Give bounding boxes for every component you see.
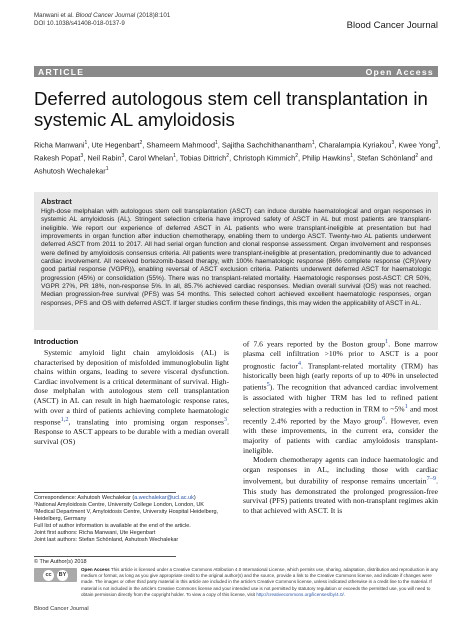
author-separator: ,: [87, 140, 92, 150]
journal-name: Blood Cancer Journal: [346, 20, 438, 31]
author-name: Shameem Mahmood: [146, 140, 215, 150]
affiliation-marker: 3: [435, 140, 439, 146]
article-label: ARTICLE: [38, 66, 85, 77]
citation-ref[interactable]: 5: [266, 381, 270, 389]
affiliation: ²Medical Department V, Amyloidosis Centre, University Hospital Heidelberg, Heidelberg, Germany: [34, 509, 219, 523]
affiliation-marker: 3: [121, 153, 125, 160]
joint-last-note: Joint last authors: Stefan Schönland, Ashutosh Wechalekar: [34, 537, 179, 544]
cc-icon: cc: [43, 570, 54, 581]
abstract-box: [34, 192, 438, 330]
footer-journal-name: Blood Cancer Journal: [34, 606, 89, 612]
author-separator: ,: [394, 140, 399, 150]
article-banner: [34, 66, 438, 77]
article-title: Deferred autologous stem cell transplantation in systemic AL amyloidosis: [34, 88, 428, 130]
author-separator: ,: [352, 153, 358, 163]
affiliation-marker: 1: [84, 140, 88, 146]
intro-heading: Introduction: [34, 337, 79, 346]
affiliation-marker: 2: [415, 153, 419, 160]
affiliation-marker: 3: [391, 140, 395, 146]
author-separator: ,: [314, 140, 319, 150]
author-info-note: Full list of author information is available at the end of the article.: [34, 523, 191, 530]
author-name: Ute Hegenbart: [91, 140, 140, 150]
author-separator: ,: [438, 140, 441, 150]
email-link[interactable]: a.wechalekar@ucl.ac.uk: [134, 495, 194, 501]
by-icon: BY: [57, 570, 68, 581]
citation-ref[interactable]: 3: [223, 416, 228, 424]
affiliation-marker: 2: [139, 140, 143, 146]
author-name: Charalampia Kyriakou: [318, 140, 392, 150]
license-divider: [34, 556, 176, 557]
footnote-divider: [34, 492, 176, 493]
left-column: [34, 337, 229, 446]
author-name: Kwee Yong: [398, 140, 436, 150]
affiliation-marker: 1: [311, 140, 315, 146]
citation-header: [34, 12, 170, 29]
author-separator: ,: [229, 153, 234, 163]
doi[interactable]: DOI 10.1038/s41408-018-0137-9: [34, 20, 125, 28]
author-separator: ,: [217, 140, 222, 150]
author-separator: ,: [142, 140, 147, 150]
intro-paragraph: Systemic amyloid light chain amyloidosis (AL) is characterised by deposition of misfolded immunoglobulin light chains within organs, leading to severe visceral dysfunction. Cardiac involvement is a critical determinant of survival. High-dose melphalan with autologous stem cell transplantation (ASCT) in AL can result in high haematologic response rates, with over a third of patients achieving complete haematologic response$^{1,2}$, translating into promising organ responses$^3$. Response to ASCT appears to be durable with a median overall survival (OS): [34, 348, 229, 446]
citation-ref[interactable]: 1,2: [60, 416, 69, 424]
author-name: Richa Manwani: [34, 140, 85, 150]
author-name: Stefan Schönland: [357, 153, 416, 163]
author-name: Philip Hawkins: [302, 153, 351, 163]
author-name: Sajitha Sachchithanantham: [221, 140, 312, 150]
author-separator: ,: [124, 153, 129, 163]
author-list: [34, 138, 442, 177]
citation-ref[interactable]: 7–9: [426, 475, 437, 483]
right-column: [243, 337, 438, 515]
affiliation: ¹National Amyloidosis Centre, University College London, London, UK: [34, 502, 204, 509]
copyright-line: © The Author(s) 2018: [34, 559, 87, 565]
citation-ref[interactable]: 1: [385, 338, 389, 345]
open-access-label: Open Access: [365, 66, 434, 77]
citation-line: Manwani et al. Blood Cancer Journal (2018)8:101: [34, 12, 171, 19]
body-paragraph: Modern chemotherapy agents can induce haematologic and organ responses in AL, including those with cardiac involvement, but durability of response remains uncertain$^{7-9}$. This study has demonstrated the prolonged progression-free survival (PFS) patients treated with non-transplant regimes akin to that achieved with ASCT. It is: [243, 455, 438, 515]
author-separator: ,: [83, 153, 88, 163]
cc-by-badge[interactable]: [34, 568, 77, 582]
abstract-text: High-dose melphalan with autologous stem cell transplantation (ASCT) can induce durable haematological and organ responses in systemic AL amyloidosis (AL). Stringent selection criteria have improved safety of ASCT in AL but most patients are transplant-ineligible. We report our experience of deferred ASCT in AL patients who were transplant-ineligible at presentation but had improvements in organ function after induction chemotherapy, enabling them to undergo ASCT. Twenty-two AL patients underwent deferred ASCT from 2011 to 2017. All had serial organ function and clonal response assessment. Organ involvement and responses were defined by amyloidosis consensus criteria. All patients were transplant-ineligible at presentation, predominantly due to advanced cardiac involvement. All received bortezomib-based therapy, with 100% haematologic response (86% complete response (CR)/very good partial response (VGPR)), enabling reversal of ASCT exclusion criteria. Patients underwent deferred ASCT for haematologic progression (45%) or consolidation (55%). There was no transplant-related mortality. Haematologic responses post-ASCT: CR 50%, VGPR 27%, PR 18%, non-response 5%. In all, 85.7% achieved cardiac responses. Median overall survival (OS) was not reached. Median progression-free survival (PFS) was 54 months. This selected cohort achieved excellent haematologic responses, organ responses, PFS and OS with deferred ASCT. If larger studies confirm these findings, this may widen the applicability of ASCT in AL.: [41, 208, 431, 307]
author-name: Carol Whelan: [128, 153, 174, 163]
author-name: Christoph Kimmich: [233, 153, 296, 163]
citation-ref[interactable]: 1: [404, 403, 408, 411]
affiliation-marker: 1: [173, 153, 176, 160]
citation-journal: Blood Cancer Journal: [75, 12, 136, 19]
joint-first-note: Joint first authors: Richa Manwani, Ute Hegenbart: [34, 530, 156, 537]
author-name: Rakesh Popat: [34, 153, 81, 163]
affiliation-marker: 2: [295, 153, 298, 160]
abstract-heading: Abstract: [41, 197, 72, 206]
license-link[interactable]: http://creativecommons.org/licenses/by/4.0/: [256, 591, 344, 597]
open-access-license-text: Open Access This article is licensed under a Creative Commons Attribution 4.0 International License, which permits use, sharing, adaptation, distribution and reproduction in any medium or format, as long as you give appropriate credit to the original author(s) and the source, provide a link to the Creative Commons license, and indicate if changes were made. The images or other third party material in this article are included in the article's Creative Commons license, unless indicated otherwise in a credit line to the material. If material is not included in the article's Creative Commons license and your intended use is not permitted by statutory regulation or exceeds the permitted use, you will need to obtain permission directly from the copyright holder. To view a copy of this license, visit http://creativecommons.org/licenses/by/4.0/.: [81, 567, 438, 597]
affiliation-marker: 1: [105, 166, 109, 173]
author-name: Tobias Dittrich: [179, 153, 227, 163]
open-access-heading: Open Access: [81, 567, 110, 572]
author-name: Neil Rabin: [87, 153, 122, 163]
citation-ref[interactable]: 4: [297, 359, 302, 367]
author-separator: ,: [298, 153, 303, 163]
citation-ref[interactable]: 6: [382, 415, 386, 423]
affiliation-marker: 1: [350, 153, 353, 160]
correspondence: Correspondence: Ashutosh Wechalekar (a.wechalekar@ucl.ac.uk): [34, 495, 196, 501]
author-separator: and: [418, 153, 433, 163]
affiliation-marker: 1: [215, 140, 218, 146]
affiliation-marker: 3: [80, 153, 84, 160]
author-separator: ,: [175, 153, 180, 163]
body-paragraph: of 7.6 years reported by the Boston group$^1$. Bone marrow plasma cell infiltration >10% prior to ASCT is a poor prognostic factor$^4$. Transplant-related mortality (TRM) has historically been high (early reports of up to 40% in unselected patients$^5$). The recognition that advanced cardiac involvement is associated with higher TRM has led to refined patient selection strategies with a reduction in TRM to ~5%$^1$ and most recently 2.4% reported by the Mayo group$^6$. However, even with these improvements, in the current era, consider the majority of patients with cardiac amyloidosis transplant-ineligible.: [243, 338, 439, 455]
footnotes: [34, 495, 234, 544]
author-name: Ashutosh Wechalekar: [34, 166, 106, 176]
affiliation-marker: 2: [226, 153, 230, 160]
